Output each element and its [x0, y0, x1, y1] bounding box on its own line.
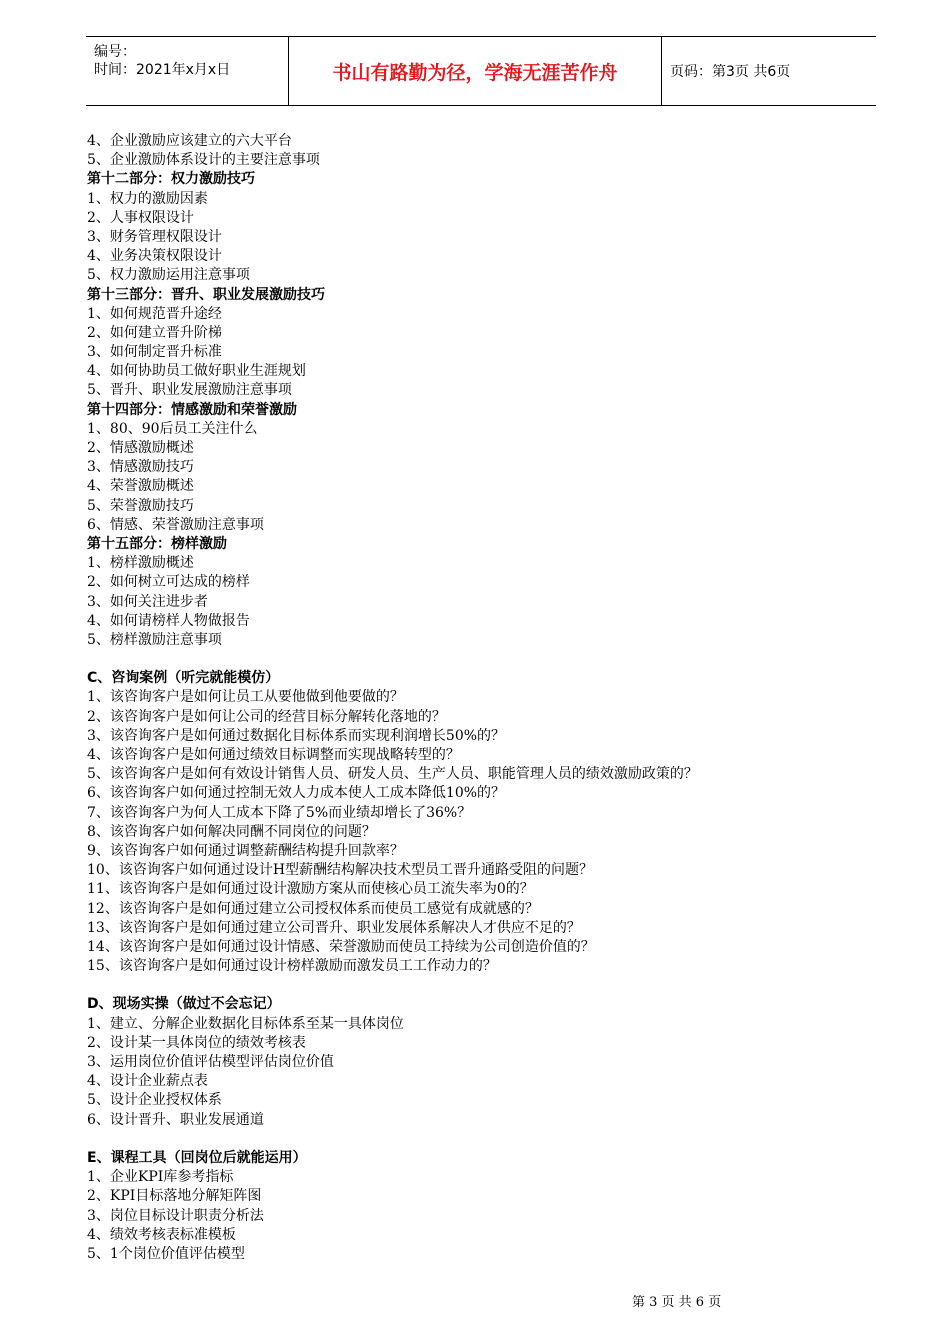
list-item: 3、如何关注进步者 [87, 593, 208, 610]
section-heading: 第十五部分：榜样激励 [87, 535, 227, 552]
section-heading: D、现场实操（做过不会忘记） [87, 996, 281, 1013]
list-item: 5、荣誉激励技巧 [87, 497, 194, 514]
list-item: 13、该咨询客户是如何通过建立公司晋升、职业发展体系解决人才供应不足的？ [87, 919, 581, 936]
list-item: 5、设计企业授权体系 [87, 1092, 222, 1109]
list-item: 6、情感、荣誉激励注意事项 [87, 516, 264, 533]
list-item: 4、业务决策权限设计 [87, 248, 222, 265]
list-item: 7、该咨询客户为何人工成本下降了5%而业绩却增长了36%？ [87, 804, 472, 821]
header-meta [86, 37, 286, 105]
list-item: 1、榜样激励概述 [87, 555, 194, 572]
header-motto-cell [288, 37, 662, 105]
blank-line [87, 650, 887, 669]
list-item: 5、权力激励运用注意事项 [87, 267, 250, 284]
list-item: 11、该咨询客户是如何通过设计激励方案从而使核心员工流失率为0的？ [87, 881, 534, 898]
list-item: 5、该咨询客户是如何有效设计销售人员、研发人员、生产人员、职能管理人员的绩效激励政策的？ [87, 766, 698, 783]
list-item: 5、榜样激励注意事项 [87, 631, 222, 648]
list-item: 5、1个岗位价值评估模型 [87, 1245, 245, 1262]
page-footer: 第 3 页 共 6 页 [632, 1295, 722, 1310]
list-item: 2、情感激励概述 [87, 440, 194, 456]
list-item: 3、财务管理权限设计 [87, 228, 222, 245]
section-heading: 第十二部分：权力激励技巧 [87, 171, 255, 188]
list-item: 2、该咨询客户是如何让公司的经营目标分解转化落地的？ [87, 708, 446, 725]
list-item: 3、岗位目标设计职责分析法 [87, 1207, 264, 1224]
blank-line [87, 1130, 887, 1149]
list-item: 6、设计晋升、职业发展通道 [87, 1111, 264, 1128]
list-item: 14、该咨询客户是如何通过设计情感、荣誉激励而使员工持续为公司创造价值的？ [87, 938, 595, 955]
list-item: 1、80、90后员工关注什么 [87, 420, 258, 437]
section-heading: C、咨询案例（听完就能模仿） [87, 670, 280, 687]
list-item: 1、如何规范晋升途经 [87, 305, 222, 322]
header-motto: 书山有路勤为径，学海无涯苦作舟 [332, 61, 618, 84]
header-page-info: 页码：第3页 共6页 [670, 64, 791, 80]
list-item: 4、该咨询客户是如何通过绩效目标调整而实现战略转型的？ [87, 747, 460, 763]
list-item: 5、晋升、职业发展激励注意事项 [87, 382, 292, 399]
header-page-cell [662, 37, 876, 105]
list-item: 2、如何建立晋升阶梯 [87, 324, 222, 341]
list-item: 1、建立、分解企业数据化目标体系至某一具体岗位 [87, 1015, 404, 1032]
list-item: 3、运用岗位价值评估模型评估岗位价值 [87, 1054, 334, 1070]
section-heading: E、课程工具（回岗位后就能运用） [87, 1149, 307, 1166]
document-body [87, 132, 887, 1264]
list-item: 2、KPI目标落地分解矩阵图 [87, 1188, 262, 1205]
list-item: 1、企业KPI库参考指标 [87, 1169, 234, 1186]
list-item: 1、权力的激励因素 [87, 190, 208, 207]
list-item: 4、如何请榜样人物做报告 [87, 612, 250, 629]
list-item: 9、该咨询客户如何通过调整薪酬结构提升回款率？ [87, 842, 404, 859]
list-item: 4、如何协助员工做好职业生涯规划 [87, 363, 306, 380]
list-item: 4、荣誉激励概述 [87, 478, 194, 495]
page-header [86, 36, 876, 106]
list-item: 8、该咨询客户如何解决同酬不同岗位的问题？ [87, 823, 376, 840]
time-label: 时间：2021年x月x日 [94, 62, 231, 78]
list-item: 4、设计企业薪点表 [87, 1073, 208, 1090]
list-item: 4、绩效考核表标准模板 [87, 1226, 236, 1243]
list-item: 10、该咨询客户如何通过设计H型薪酬结构解决技术型员工晋升通路受阻的问题？ [87, 862, 594, 879]
list-item: 6、该咨询客户如何通过控制无效人力成本使人工成本降低10%的？ [87, 785, 506, 802]
list-item: 2、设计某一具体岗位的绩效考核表 [87, 1034, 306, 1051]
list-item: 3、该咨询客户是如何通过数据化目标体系而实现利润增长50%的？ [87, 727, 506, 744]
list-item: 2、人事权限设计 [87, 209, 194, 226]
list-item: 2、如何树立可达成的榜样 [87, 574, 250, 591]
section-heading: 第十三部分：晋升、职业发展激励技巧 [87, 286, 325, 303]
list-item: 15、该咨询客户是如何通过设计榜样激励而激发员工工作动力的？ [87, 958, 497, 975]
section-heading: 第十四部分：情感激励和荣誉激励 [87, 401, 297, 418]
list-item: 3、情感激励技巧 [87, 459, 194, 476]
list-item: 1、该咨询客户是如何让员工从要他做到他要做的？ [87, 689, 404, 706]
list-item: 12、该咨询客户是如何通过建立公司授权体系而使员工感觉有成就感的？ [87, 900, 539, 917]
blank-line [87, 976, 887, 995]
serial-label: 编号： [94, 44, 136, 60]
list-item: 3、如何制定晋升标准 [87, 344, 222, 361]
list-item: 4、企业激励应该建立的六大平台 [87, 133, 292, 149]
list-item: 5、企业激励体系设计的主要注意事项 [87, 152, 320, 169]
